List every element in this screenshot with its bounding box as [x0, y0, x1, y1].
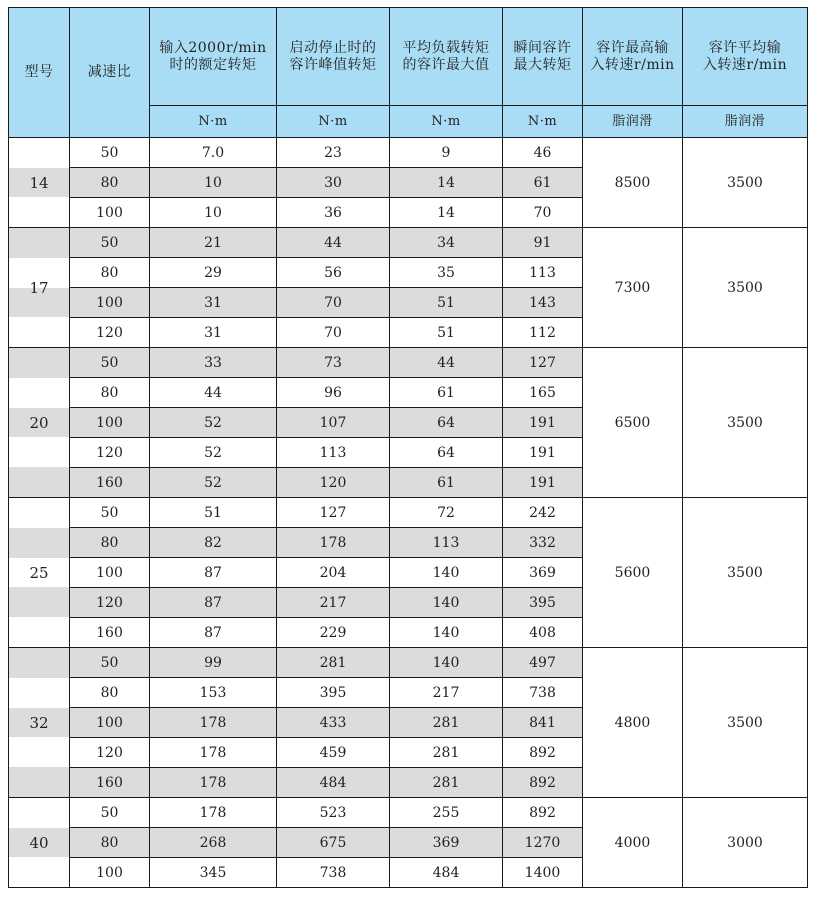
rated-torque-cell: 21 — [150, 228, 277, 258]
peak-torque-cell: 56 — [277, 258, 390, 288]
avg-load-torque-cell: 14 — [390, 168, 503, 198]
rated-torque-cell: 178 — [150, 708, 277, 738]
avg-load-torque-cell: 72 — [390, 498, 503, 528]
peak-torque-cell: 113 — [277, 438, 390, 468]
rated-torque-cell: 82 — [150, 528, 277, 558]
header-model: 型号 — [9, 8, 70, 138]
avg-load-torque-cell: 140 — [390, 588, 503, 618]
avg-input-speed-cell: 3500 — [683, 228, 808, 348]
momentary-torque-cell: 191 — [503, 438, 583, 468]
avg-input-speed-cell: 3000 — [683, 798, 808, 888]
header-avg-input-speed: 容许平均输 入转速r/min — [683, 8, 808, 106]
avg-load-torque-cell: 281 — [390, 738, 503, 768]
avg-load-torque-cell: 484 — [390, 858, 503, 888]
ratio-cell: 50 — [70, 648, 150, 678]
header-ratio: 减速比 — [70, 8, 150, 138]
max-input-speed-cell: 4800 — [583, 648, 683, 798]
model-cell — [9, 138, 70, 228]
rated-torque-cell: 178 — [150, 738, 277, 768]
ratio-cell: 50 — [70, 348, 150, 378]
model-label: 20 — [29, 413, 49, 432]
table-row — [9, 348, 808, 378]
table-body — [9, 138, 808, 888]
rated-torque-cell: 31 — [150, 318, 277, 348]
ratio-cell: 100 — [70, 558, 150, 588]
unit-peak-torque: N·m — [277, 106, 390, 138]
avg-load-torque-cell: 281 — [390, 768, 503, 798]
peak-torque-cell: 127 — [277, 498, 390, 528]
ratio-cell: 120 — [70, 438, 150, 468]
peak-torque-cell: 433 — [277, 708, 390, 738]
ratio-cell: 50 — [70, 228, 150, 258]
model-cell — [9, 498, 70, 648]
model-cell — [9, 798, 70, 888]
avg-load-torque-cell: 35 — [390, 258, 503, 288]
avg-input-speed-cell: 3500 — [683, 138, 808, 228]
momentary-torque-cell: 395 — [503, 588, 583, 618]
peak-torque-cell: 107 — [277, 408, 390, 438]
max-input-speed-cell: 4000 — [583, 798, 683, 888]
momentary-torque-cell: 892 — [503, 798, 583, 828]
rated-torque-cell: 44 — [150, 378, 277, 408]
momentary-torque-cell: 497 — [503, 648, 583, 678]
model-label: 32 — [29, 713, 49, 732]
ratio-cell: 80 — [70, 528, 150, 558]
avg-load-torque-cell: 255 — [390, 798, 503, 828]
unit-momentary-torque: N·m — [503, 106, 583, 138]
ratio-cell: 80 — [70, 678, 150, 708]
table-row — [9, 138, 808, 168]
avg-load-torque-cell: 61 — [390, 468, 503, 498]
model-label: 40 — [29, 833, 49, 852]
max-input-speed-cell: 8500 — [583, 138, 683, 228]
ratio-cell: 50 — [70, 498, 150, 528]
ratio-cell: 100 — [70, 198, 150, 228]
table-header — [9, 8, 808, 138]
peak-torque-cell: 120 — [277, 468, 390, 498]
momentary-torque-cell: 127 — [503, 348, 583, 378]
momentary-torque-cell: 91 — [503, 228, 583, 258]
momentary-torque-cell: 332 — [503, 528, 583, 558]
momentary-torque-cell: 892 — [503, 738, 583, 768]
avg-load-torque-cell: 369 — [390, 828, 503, 858]
momentary-torque-cell: 61 — [503, 168, 583, 198]
peak-torque-cell: 675 — [277, 828, 390, 858]
avg-load-torque-cell: 281 — [390, 708, 503, 738]
momentary-torque-cell: 1400 — [503, 858, 583, 888]
ratio-cell: 120 — [70, 588, 150, 618]
rated-torque-cell: 10 — [150, 168, 277, 198]
header-max-input-speed: 容许最高输 入转速r/min — [583, 8, 683, 106]
ratio-cell: 160 — [70, 468, 150, 498]
momentary-torque-cell: 242 — [503, 498, 583, 528]
rated-torque-cell: 178 — [150, 768, 277, 798]
ratio-cell: 100 — [70, 708, 150, 738]
table-row — [9, 228, 808, 258]
peak-torque-cell: 217 — [277, 588, 390, 618]
header-peak-torque: 启动停止时的 容许峰值转矩 — [277, 8, 390, 106]
header-momentary-torque: 瞬间容许 最大转矩 — [503, 8, 583, 106]
avg-load-torque-cell: 113 — [390, 528, 503, 558]
momentary-torque-cell: 112 — [503, 318, 583, 348]
max-input-speed-cell: 5600 — [583, 498, 683, 648]
rated-torque-cell: 52 — [150, 438, 277, 468]
avg-load-torque-cell: 9 — [390, 138, 503, 168]
model-label: 25 — [29, 563, 49, 582]
ratio-cell: 50 — [70, 798, 150, 828]
rated-torque-cell: 87 — [150, 588, 277, 618]
ratio-cell: 100 — [70, 858, 150, 888]
avg-load-torque-cell: 51 — [390, 318, 503, 348]
peak-torque-cell: 70 — [277, 318, 390, 348]
table-row — [9, 498, 808, 528]
momentary-torque-cell: 165 — [503, 378, 583, 408]
rated-torque-cell: 10 — [150, 198, 277, 228]
ratio-cell: 120 — [70, 738, 150, 768]
model-label: 17 — [29, 278, 49, 297]
rated-torque-cell: 29 — [150, 258, 277, 288]
avg-input-speed-cell: 3500 — [683, 498, 808, 648]
momentary-torque-cell: 46 — [503, 138, 583, 168]
avg-load-torque-cell: 140 — [390, 648, 503, 678]
rated-torque-cell: 52 — [150, 468, 277, 498]
avg-load-torque-cell: 61 — [390, 378, 503, 408]
unit-avg-input-speed: 脂润滑 — [683, 106, 808, 138]
momentary-torque-cell: 369 — [503, 558, 583, 588]
table-row — [9, 798, 808, 828]
avg-load-torque-cell: 140 — [390, 558, 503, 588]
peak-torque-cell: 44 — [277, 228, 390, 258]
spec-table — [8, 7, 808, 888]
peak-torque-cell: 281 — [277, 648, 390, 678]
peak-torque-cell: 738 — [277, 858, 390, 888]
rated-torque-cell: 7.0 — [150, 138, 277, 168]
momentary-torque-cell: 738 — [503, 678, 583, 708]
momentary-torque-cell: 113 — [503, 258, 583, 288]
rated-torque-cell: 268 — [150, 828, 277, 858]
table-row — [9, 648, 808, 678]
ratio-cell: 80 — [70, 168, 150, 198]
ratio-cell: 100 — [70, 288, 150, 318]
unit-avg-load-torque: N·m — [390, 106, 503, 138]
rated-torque-cell: 52 — [150, 408, 277, 438]
avg-load-torque-cell: 64 — [390, 408, 503, 438]
momentary-torque-cell: 70 — [503, 198, 583, 228]
peak-torque-cell: 178 — [277, 528, 390, 558]
peak-torque-cell: 36 — [277, 198, 390, 228]
ratio-cell: 80 — [70, 258, 150, 288]
unit-rated-torque: N·m — [150, 106, 277, 138]
rated-torque-cell: 99 — [150, 648, 277, 678]
avg-load-torque-cell: 64 — [390, 438, 503, 468]
model-cell — [9, 648, 70, 798]
avg-load-torque-cell: 44 — [390, 348, 503, 378]
ratio-cell: 160 — [70, 618, 150, 648]
peak-torque-cell: 395 — [277, 678, 390, 708]
peak-torque-cell: 96 — [277, 378, 390, 408]
rated-torque-cell: 178 — [150, 798, 277, 828]
avg-load-torque-cell: 14 — [390, 198, 503, 228]
rated-torque-cell: 51 — [150, 498, 277, 528]
model-cell — [9, 228, 70, 348]
max-input-speed-cell: 6500 — [583, 348, 683, 498]
peak-torque-cell: 459 — [277, 738, 390, 768]
peak-torque-cell: 23 — [277, 138, 390, 168]
rated-torque-cell: 153 — [150, 678, 277, 708]
momentary-torque-cell: 841 — [503, 708, 583, 738]
avg-input-speed-cell: 3500 — [683, 648, 808, 798]
rated-torque-cell: 87 — [150, 618, 277, 648]
avg-load-torque-cell: 51 — [390, 288, 503, 318]
momentary-torque-cell: 191 — [503, 468, 583, 498]
model-label: 14 — [29, 173, 49, 192]
ratio-cell: 50 — [70, 138, 150, 168]
momentary-torque-cell: 143 — [503, 288, 583, 318]
ratio-cell: 80 — [70, 828, 150, 858]
peak-torque-cell: 204 — [277, 558, 390, 588]
rated-torque-cell: 33 — [150, 348, 277, 378]
ratio-cell: 100 — [70, 408, 150, 438]
header-rated-torque: 输入2000r/min 时的额定转矩 — [150, 8, 277, 106]
peak-torque-cell: 229 — [277, 618, 390, 648]
momentary-torque-cell: 892 — [503, 768, 583, 798]
rated-torque-cell: 345 — [150, 858, 277, 888]
ratio-cell: 160 — [70, 768, 150, 798]
header-avg-load-torque: 平均负载转矩 的容许最大值 — [390, 8, 503, 106]
peak-torque-cell: 484 — [277, 768, 390, 798]
max-input-speed-cell: 7300 — [583, 228, 683, 348]
ratio-cell: 80 — [70, 378, 150, 408]
model-cell — [9, 348, 70, 498]
unit-max-input-speed: 脂润滑 — [583, 106, 683, 138]
peak-torque-cell: 523 — [277, 798, 390, 828]
peak-torque-cell: 73 — [277, 348, 390, 378]
avg-input-speed-cell: 3500 — [683, 348, 808, 498]
rated-torque-cell: 87 — [150, 558, 277, 588]
peak-torque-cell: 30 — [277, 168, 390, 198]
avg-load-torque-cell: 140 — [390, 618, 503, 648]
momentary-torque-cell: 1270 — [503, 828, 583, 858]
rated-torque-cell: 31 — [150, 288, 277, 318]
avg-load-torque-cell: 34 — [390, 228, 503, 258]
peak-torque-cell: 70 — [277, 288, 390, 318]
ratio-cell: 120 — [70, 318, 150, 348]
avg-load-torque-cell: 217 — [390, 678, 503, 708]
momentary-torque-cell: 191 — [503, 408, 583, 438]
momentary-torque-cell: 408 — [503, 618, 583, 648]
